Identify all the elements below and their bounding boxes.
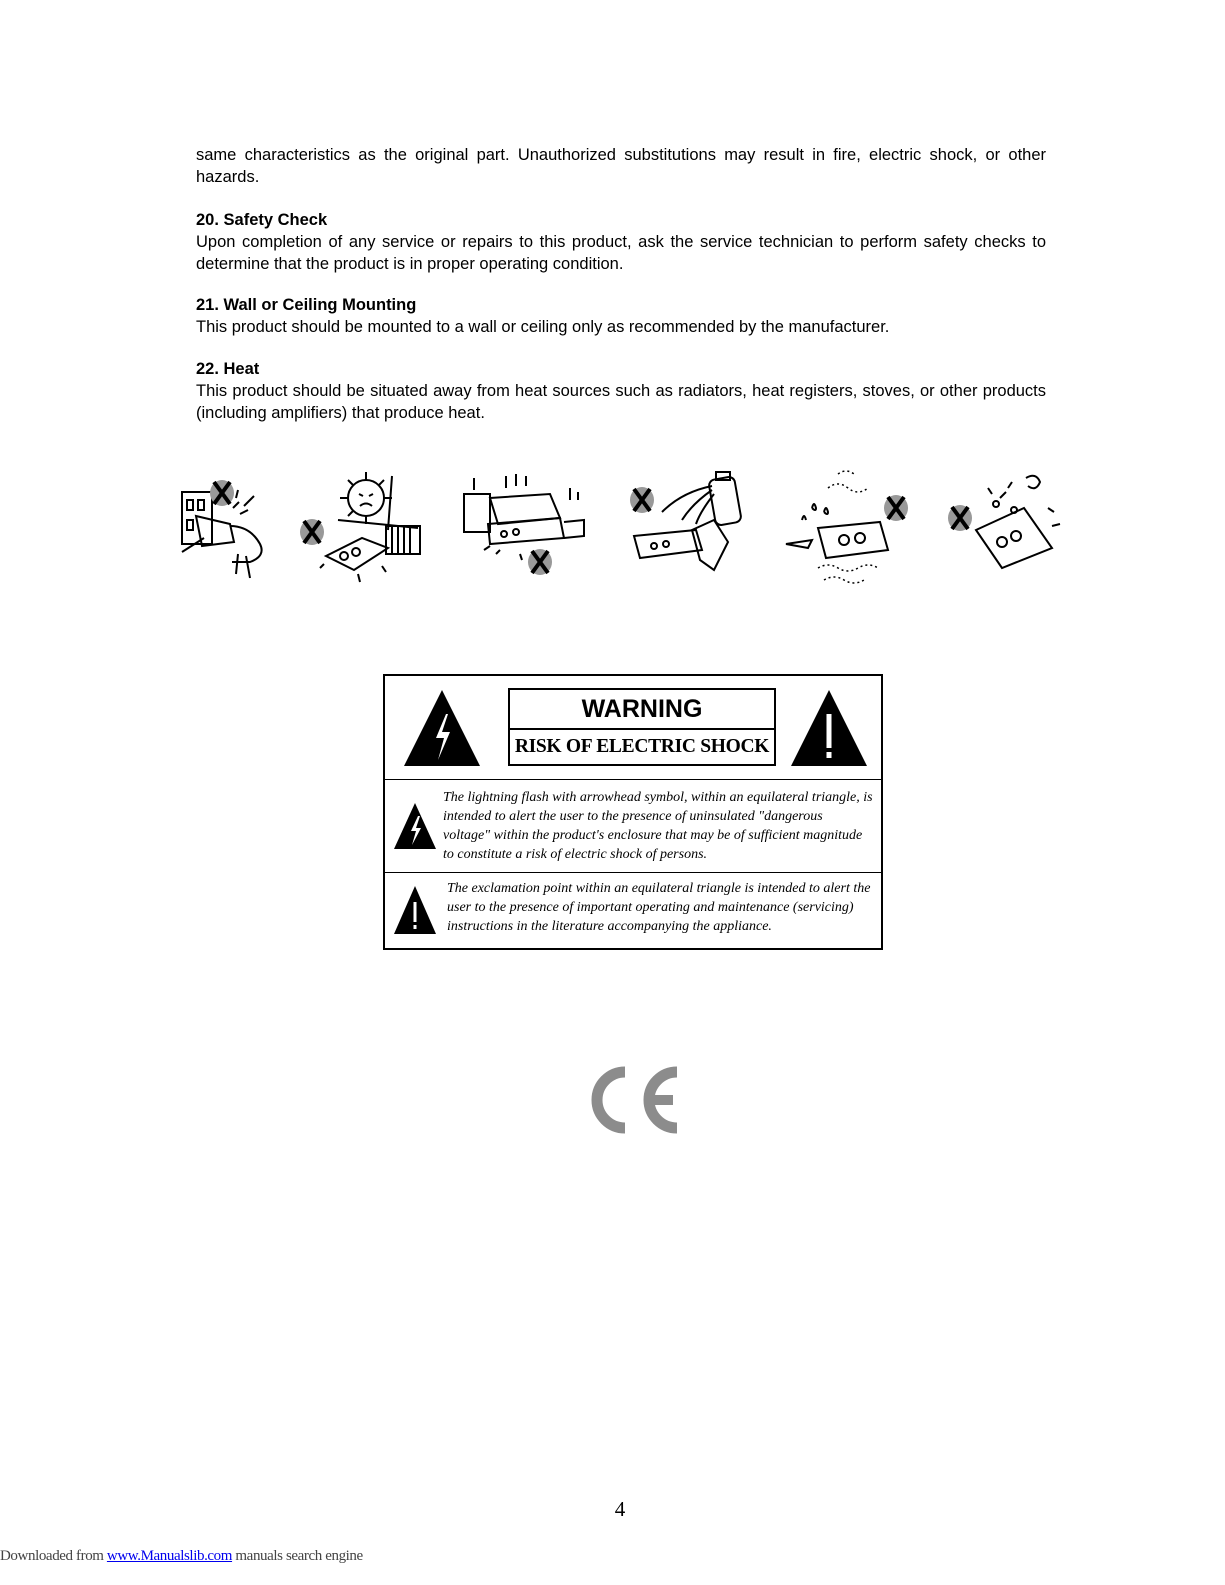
lightning-explanation-text: The lightning flash with arrowhead symbol, within an equilateral triangle, is intended to alert the user to the presence of uninsulated "dangerous voltage" within the product's enclosure that may be of sufficient magnitude to constitute a risk of electric shock of persons. bbox=[443, 790, 873, 862]
section-heat bbox=[196, 358, 1046, 424]
exclamation-triangle-icon bbox=[789, 688, 869, 768]
impact-illustration bbox=[940, 468, 1070, 590]
continuation-paragraph: same characteristics as the original part. Unauthorized substitutions may result in fire, electric shock, or other hazards. bbox=[196, 146, 1046, 186]
warning-box bbox=[383, 674, 883, 950]
lightning-triangle-icon bbox=[402, 688, 482, 768]
stacked-heat-illustration bbox=[460, 468, 590, 590]
ce-mark-logo bbox=[585, 1064, 685, 1136]
outlet-plug-illustration bbox=[178, 468, 308, 590]
page-number: 4 bbox=[614, 1497, 626, 1521]
warning-title-box bbox=[508, 688, 776, 766]
exclamation-explanation bbox=[385, 873, 881, 948]
exclamation-explanation-text: The exclamation point within an equilateral triangle is intended to alert the user to the presence of important operating and maintenance (servicing) instructions in the literature accompanying the appliance. bbox=[447, 881, 871, 934]
dust-moisture-illustration bbox=[778, 468, 908, 590]
warning-header bbox=[385, 676, 881, 780]
footer-prefix: Downloaded from bbox=[0, 1548, 107, 1564]
section-heading: 20. Safety Check bbox=[196, 211, 328, 229]
section-text: This product should be situated away from heat sources such as radiators, heat registers, stoves, or other products (including amplifiers) that produce heat. bbox=[196, 382, 1046, 422]
section-heading: 22. Heat bbox=[196, 360, 260, 378]
section-text: This product should be mounted to a wall or ceiling only as recommended by the manufacturer. bbox=[196, 318, 890, 336]
sun-heat-illustration bbox=[298, 468, 428, 590]
spray-illustration bbox=[628, 468, 758, 590]
section-safety-check bbox=[196, 209, 1046, 275]
warning-subtitle: RISK OF ELECTRIC SHOCK bbox=[514, 736, 770, 757]
download-footer bbox=[0, 1548, 363, 1565]
footer-suffix: manuals search engine bbox=[232, 1548, 363, 1564]
exclamation-triangle-icon bbox=[393, 885, 437, 935]
lightning-triangle-icon bbox=[393, 802, 437, 850]
section-heading: 21. Wall or Ceiling Mounting bbox=[196, 296, 417, 314]
section-wall-mounting bbox=[196, 294, 1046, 338]
section-text: Upon completion of any service or repairs to this product, ask the service technician to perform safety checks to determine that the product is in proper operating condition. bbox=[196, 233, 1046, 273]
manualslib-link[interactable]: www.Manualslib.com bbox=[106, 1548, 233, 1564]
warning-title: WARNING bbox=[510, 690, 774, 730]
lightning-explanation bbox=[385, 780, 881, 873]
safety-illustrations bbox=[178, 468, 1068, 593]
